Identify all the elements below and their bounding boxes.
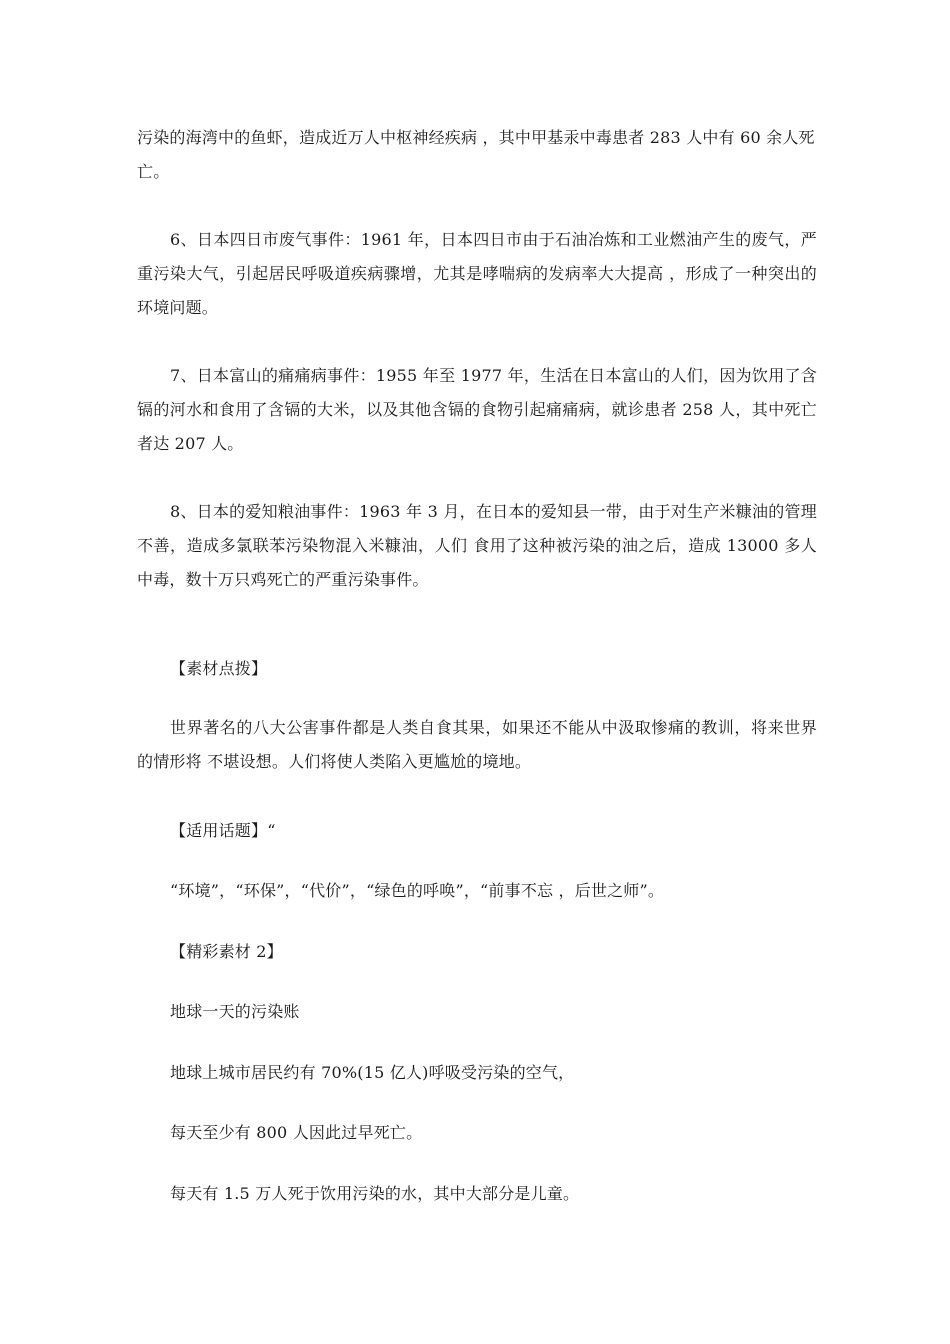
paragraph-aichi-rice-oil-event: 8、日本的爱知粮油事件：1963 年 3 月，在日本的爱知县一带，由于对生产米糠油的管理不善，造成多氯联苯污染物混入米糠油，人们 食用了这种被污染的油之后，造成 13000 多人中毒，数十万只鸡死亡的严重污染事件。 — [137, 502, 817, 589]
paragraph-itai-itai-event: 7、日本富山的痛痛病事件：1955 年至 1977 年，生活在日本富山的人们，因为饮用了含镉的河水和食用了含镉的大米，以及其他含镉的食物引起痛痛病，就诊患者 258 人，其中死亡者达 207 人。 — [137, 366, 817, 453]
paragraph-minamata-continuation: 污染的海湾中的鱼虾，造成近万人中枢神经疾病 ，其中甲基汞中毒患者 283 人中有 60 余人死亡。 — [137, 128, 815, 181]
paragraph-polluted-water-deaths: 每天有 1.5 万人死于饮用污染的水，其中大部分是儿童。 — [170, 1184, 580, 1203]
paragraph-applicable-topics-list: “环境”，“环保”，“代价”，“绿色的呼唤”，“前事不忘 ，后世之师”。 — [170, 881, 665, 900]
paragraph-premature-deaths: 每天至少有 800 人因此过早死亡。 — [170, 1123, 423, 1142]
paragraph-material-tips-body: 世界著名的八大公害事件都是人类自食其果，如果还不能从中汲取惨痛的教训，将来世界的情形将 不堪设想。人们将使人类陷入更尴尬的境地。 — [137, 718, 817, 771]
section-heading-wonderful-material-2: 【精彩素材 2】 — [170, 942, 283, 961]
section-heading-material-tips: 【素材点拨】 — [170, 659, 268, 678]
section-heading-applicable-topics: 【适用话题】“ — [170, 821, 276, 840]
paragraph-earth-pollution-ledger-title: 地球一天的污染账 — [170, 1002, 300, 1021]
paragraph-urban-air-pollution: 地球上城市居民约有 70%(15 亿人)呼吸受污染的空气， — [170, 1063, 575, 1082]
paragraph-yokkaichi-event: 6、日本四日市废气事件：1961 年，日本四日市由于石油冶炼和工业燃油产生的废气，严重污染大气，引起居民呼吸道疾病骤增，尤其是哮喘病的发病率大大提高 ，形成了一种突出的环境问题。 — [137, 230, 817, 317]
